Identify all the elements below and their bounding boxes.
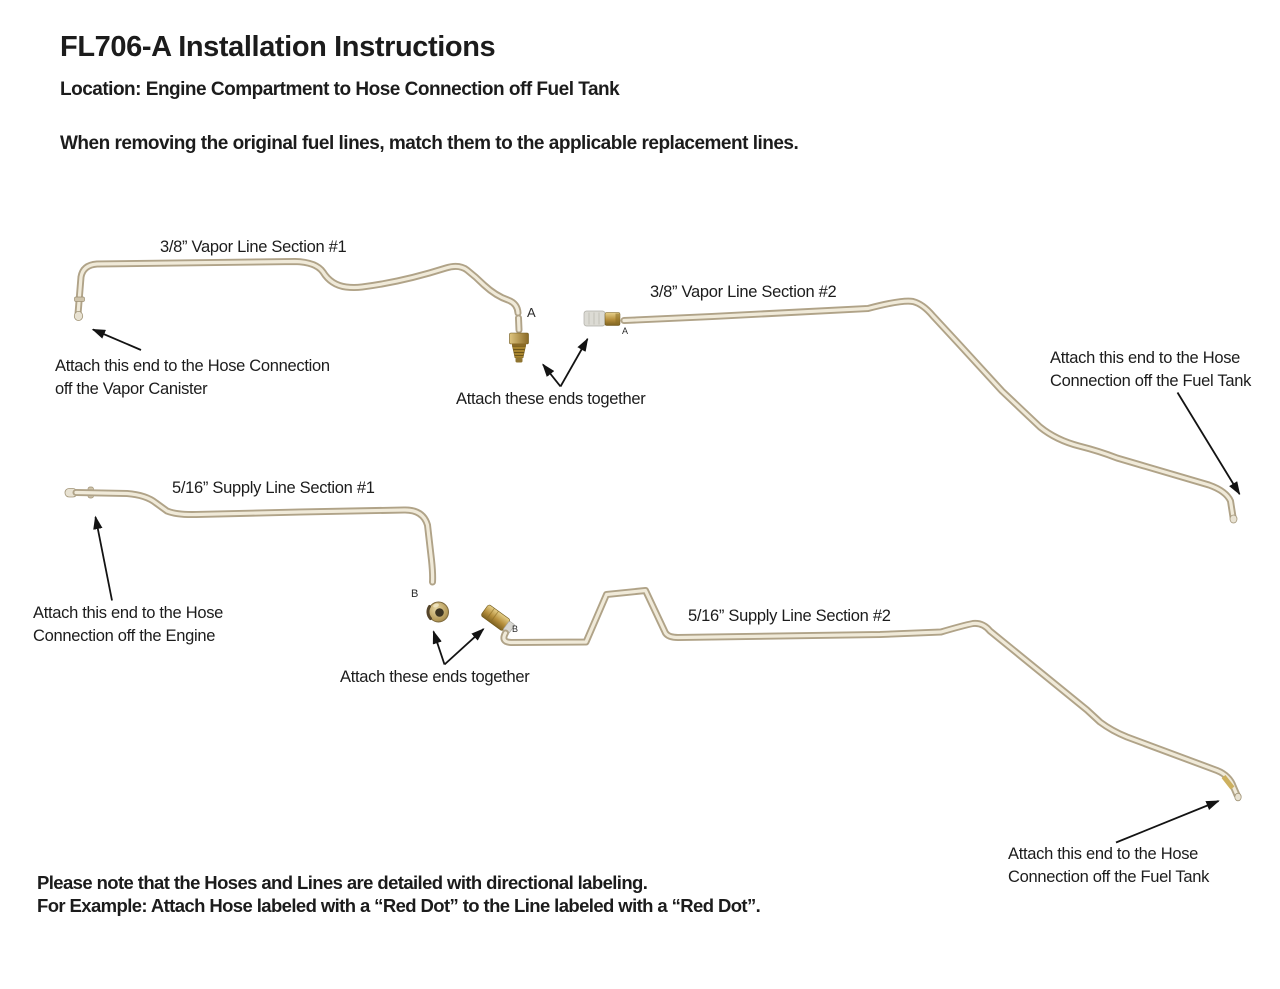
annotation-arrows — [93, 330, 1240, 843]
annotation-line: Attach this end to the Hose Connection — [55, 357, 330, 375]
vapor-line-2-tube — [624, 301, 1237, 523]
note-line-1: Please note that the Hoses and Lines are detailed with directional labeling. — [37, 872, 648, 893]
vapor1-canister-end-tip — [74, 311, 82, 320]
vapor-line-1-tube — [74, 262, 519, 331]
annotation-line: Attach this end to the Hose — [1050, 349, 1241, 367]
arrow-vapor-join-left — [543, 365, 561, 387]
supply2-tank-end-tip — [1235, 793, 1241, 801]
vapor1-canister-end-collar — [75, 297, 85, 302]
note-line-2: For Example: Attach Hose labeled with a “Red Dot” to the Line labeled with a “Red Dot”. — [37, 895, 761, 916]
vapor2-tank-end-tip — [1230, 515, 1237, 523]
label-supply-line-2: 5/16” Supply Line Section #2 — [688, 607, 891, 625]
arrow-supply-tank-end — [1116, 801, 1219, 843]
annotation-engine — [33, 602, 223, 647]
vapor1-flare-fitting — [510, 333, 529, 363]
label-supply-line-1: 5/16” Supply Line Section #1 — [172, 479, 375, 497]
annotation-vapor-tank — [1050, 347, 1251, 392]
annotation-line: Connection off the Engine — [33, 626, 216, 645]
annotation-supply-tank — [1008, 843, 1209, 888]
annotation-line: Attach this end to the Hose — [33, 604, 224, 622]
supply2-coupler-fitting — [481, 604, 519, 635]
arrow-vapor-canister-end — [93, 330, 141, 351]
annotation-line: off the Vapor Canister — [55, 379, 208, 398]
location-subtitle: Location: Engine Compartment to Hose Connection off Fuel Tank — [60, 79, 620, 100]
arrow-supply-join-left — [434, 632, 445, 665]
supply-line-1-tube — [65, 487, 433, 582]
label-vapor-line-2: 3/8” Vapor Line Section #2 — [650, 283, 837, 301]
connector-mark-supply2: B — [512, 624, 519, 634]
connector-mark-supply1: B — [411, 588, 419, 600]
arrow-vapor-join-right — [561, 339, 588, 387]
arrow-supply-engine-end — [96, 517, 113, 601]
vapor2-coupler-fitting — [584, 311, 620, 326]
supply1-flare-nut-fitting — [428, 602, 449, 622]
directional-labeling-note — [37, 871, 760, 917]
connector-mark-vapor2: A — [622, 326, 629, 336]
label-vapor-line-1: 3/8” Vapor Line Section #1 — [160, 238, 347, 256]
annotation-line: Connection off the Fuel Tank — [1050, 371, 1252, 390]
intro-instruction: When removing the original fuel lines, match them to the applicable replacement lines. — [60, 133, 799, 154]
annotation-supply-join: Attach these ends together — [340, 668, 530, 686]
annotation-vapor-join: Attach these ends together — [456, 390, 646, 408]
annotation-line: Connection off the Fuel Tank — [1008, 867, 1210, 886]
annotation-line: Attach this end to the Hose — [1008, 845, 1199, 863]
arrow-supply-join-right — [445, 629, 484, 665]
page-title: FL706-A Installation Instructions — [60, 31, 496, 63]
annotation-vapor-canister — [55, 355, 330, 400]
connector-mark-vapor1: A — [527, 305, 536, 320]
